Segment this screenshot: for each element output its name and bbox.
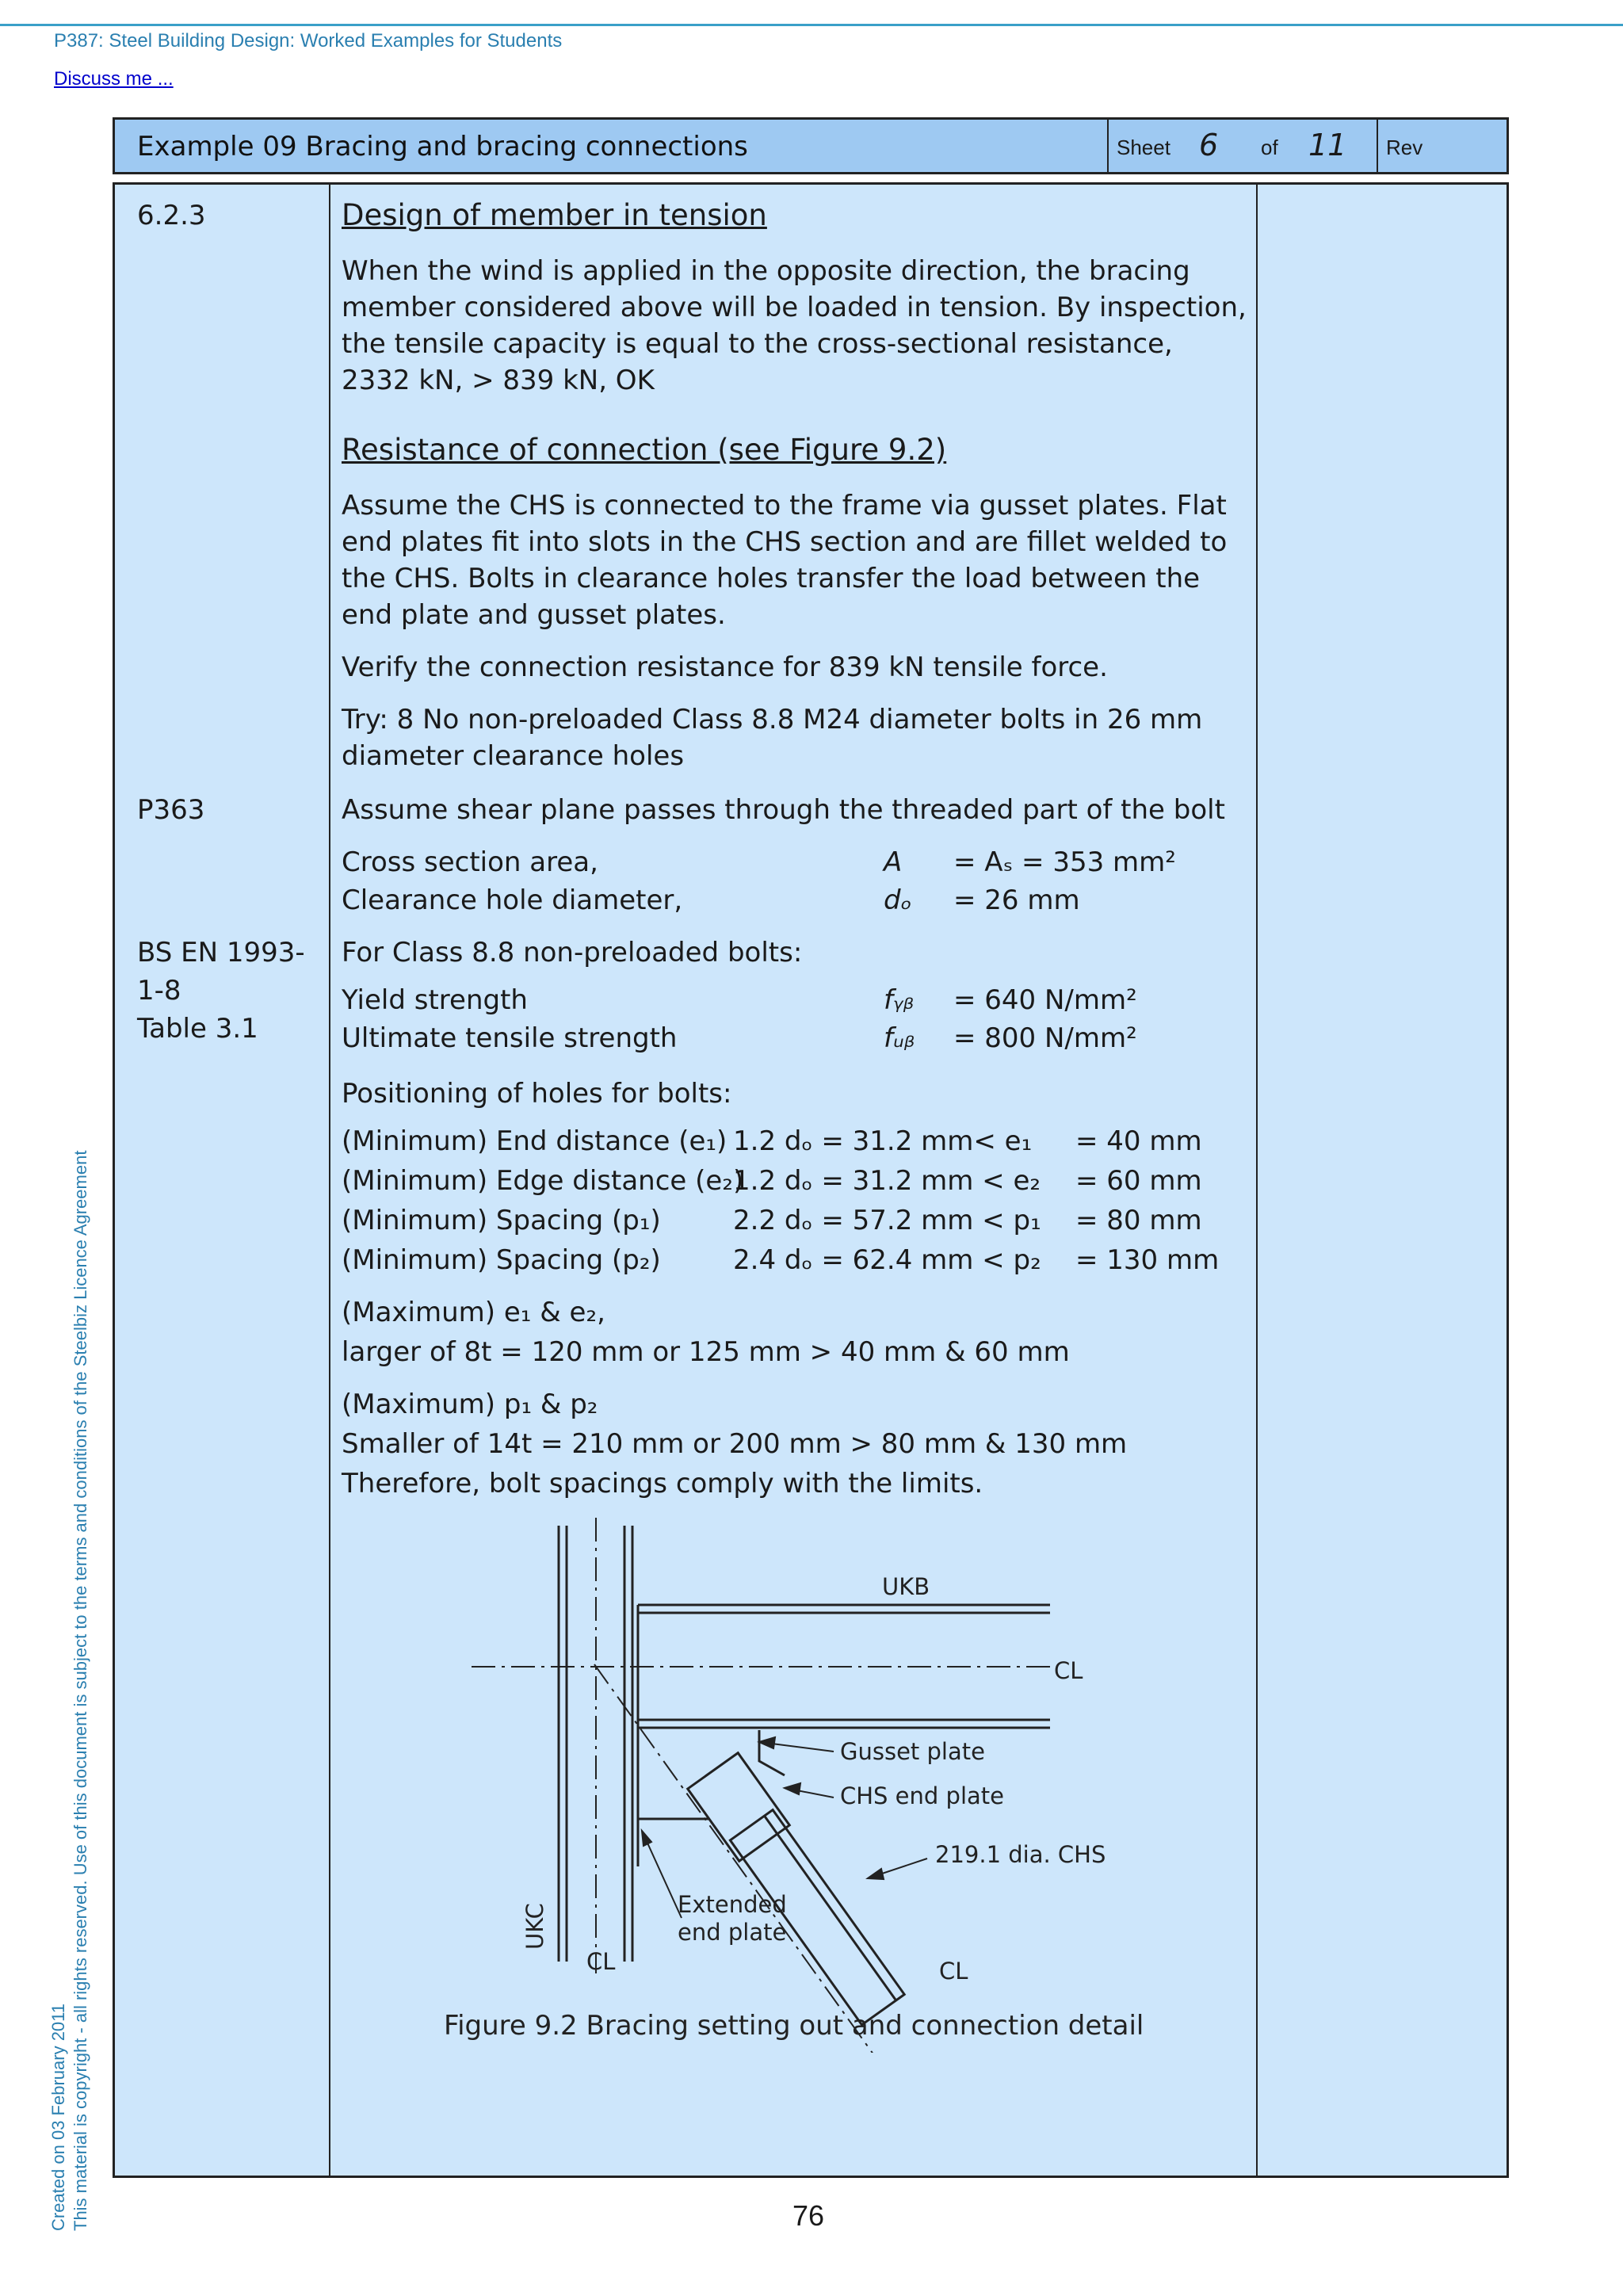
max-edge-calc: larger of 8t = 120 mm or 125 mm > 40 mm & 60 mm bbox=[342, 1336, 1070, 1368]
connection-detail-figure bbox=[444, 1506, 1157, 2053]
chs-end-plate-label: CHS end plate bbox=[840, 1782, 1004, 1809]
ultimate-symbol: fᵤᵦ bbox=[884, 1022, 915, 1054]
position-row-label: (Minimum) Spacing (p₁) bbox=[342, 1205, 661, 1236]
paragraph-line: Try: 8 No non-preloaded Class 8.8 M24 diameter bolts in 26 mm bbox=[342, 704, 1203, 735]
max-spacing-title: (Maximum) p₁ & p₂ bbox=[342, 1389, 598, 1420]
copyright-notice: This material is copyright - all rights reserved. Use of this document is subject to the terms and conditions of the Steelbiz Licence Agreement bbox=[71, 1150, 90, 2231]
centreline-label: CL bbox=[1054, 1657, 1083, 1684]
paragraph-line: member considered above will be loaded in tension. By inspection, bbox=[342, 292, 1247, 323]
paragraph-line: the CHS. Bolts in clearance holes transfer the load between the bbox=[342, 563, 1201, 594]
position-row-calc: 2.4 dₒ = 62.4 mm < p₂ bbox=[733, 1244, 1041, 1276]
copyright-sidebar bbox=[48, 1151, 92, 2231]
paragraph-line: diameter clearance holes bbox=[342, 740, 685, 772]
position-row-value: = 130 mm bbox=[1075, 1244, 1220, 1276]
hole-symbol: dₒ bbox=[884, 884, 912, 916]
max-edge-title: (Maximum) e₁ & e₂, bbox=[342, 1297, 605, 1328]
example-title: Example 09 Bracing and bracing connections bbox=[137, 131, 748, 162]
area-symbol: A bbox=[884, 846, 903, 878]
top-rule bbox=[0, 24, 1623, 26]
yield-label: Yield strength bbox=[342, 984, 528, 1016]
position-row-calc: 1.2 dₒ = 31.2 mm < e₂ bbox=[733, 1165, 1041, 1197]
position-row-calc: 2.2 dₒ = 57.2 mm < p₁ bbox=[733, 1205, 1041, 1236]
discuss-link[interactable]: Discuss me ... bbox=[54, 68, 174, 90]
paragraph-line: When the wind is applied in the opposite direction, the bracing bbox=[342, 255, 1190, 287]
centreline-label: CL bbox=[586, 1948, 616, 1975]
yield-value: = 640 N/mm² bbox=[953, 984, 1137, 1016]
ref-table: Table 3.1 bbox=[137, 1013, 258, 1045]
paragraph-line: 2332 kN, > 839 kN, OK bbox=[342, 365, 655, 396]
ultimate-value: = 800 N/mm² bbox=[953, 1022, 1137, 1054]
paragraph-line: Verify the connection resistance for 839 kN tensile force. bbox=[342, 651, 1108, 683]
ref-publication: P363 bbox=[137, 794, 205, 826]
sheet-header bbox=[113, 117, 1509, 174]
ref-standard-part: 1-8 bbox=[137, 975, 181, 1007]
hole-value: = 26 mm bbox=[953, 884, 1080, 916]
of-label: of bbox=[1261, 136, 1278, 159]
chs-label: 219.1 dia. CHS bbox=[935, 1841, 1106, 1868]
positioning-title: Positioning of holes for bolts: bbox=[342, 1078, 732, 1110]
heading-connection: Resistance of connection (see Figure 9.2) bbox=[342, 433, 947, 467]
paragraph-line: Assume the CHS is connected to the frame via gusset plates. Flat bbox=[342, 490, 1227, 521]
figure-caption: Figure 9.2 Bracing setting out and connection detail bbox=[444, 2010, 1144, 2042]
ukb-label: UKB bbox=[882, 1573, 930, 1600]
extended-plate-label: end plate bbox=[678, 1919, 787, 1946]
paragraph-line: Assume shear plane passes through the threaded part of the bolt bbox=[342, 794, 1225, 826]
position-row-label: (Minimum) Spacing (p₂) bbox=[342, 1244, 661, 1276]
hole-label: Clearance hole diameter, bbox=[342, 884, 683, 916]
ukc-label: UKC bbox=[521, 1903, 548, 1950]
heading-tension: Design of member in tension bbox=[342, 198, 767, 232]
position-row-label: (Minimum) Edge distance (e₂) bbox=[342, 1165, 744, 1197]
position-row-value: = 60 mm bbox=[1075, 1165, 1202, 1197]
paragraph-line: end plates fit into slots in the CHS section and are fillet welded to bbox=[342, 526, 1228, 558]
position-row-value: = 80 mm bbox=[1075, 1205, 1202, 1236]
extended-plate-label: Extended bbox=[678, 1891, 787, 1918]
header-divider bbox=[1107, 120, 1109, 172]
position-row-calc: 1.2 dₒ = 31.2 mm< e₁ bbox=[733, 1125, 1033, 1157]
header-divider bbox=[1377, 120, 1378, 172]
page-number: 76 bbox=[792, 2199, 825, 2232]
sheet-label: Sheet bbox=[1117, 136, 1170, 159]
position-row-label: (Minimum) End distance (e₁) bbox=[342, 1125, 727, 1157]
document-title: P387: Steel Building Design: Worked Examples for Students bbox=[54, 30, 563, 52]
paragraph-line: the tensile capacity is equal to the cross-sectional resistance, bbox=[342, 328, 1173, 360]
rev-label: Rev bbox=[1386, 136, 1423, 159]
sheet-total: 11 bbox=[1308, 128, 1347, 162]
yield-symbol: fᵧᵦ bbox=[884, 984, 915, 1016]
class-line: For Class 8.8 non-preloaded bolts: bbox=[342, 937, 803, 968]
column-divider bbox=[1256, 185, 1258, 2176]
gusset-plate-label: Gusset plate bbox=[840, 1738, 985, 1765]
column-divider bbox=[329, 185, 330, 2176]
ref-standard: BS EN 1993- bbox=[137, 937, 305, 968]
max-spacing-calc: Smaller of 14t = 210 mm or 200 mm > 80 mm & 130 mm bbox=[342, 1428, 1128, 1460]
ultimate-label: Ultimate tensile strength bbox=[342, 1022, 678, 1054]
created-date: Created on 03 February 2011 bbox=[48, 2004, 68, 2231]
conclusion: Therefore, bolt spacings comply with the limits. bbox=[342, 1468, 983, 1499]
area-label: Cross section area, bbox=[342, 846, 598, 878]
paragraph-line: end plate and gusset plates. bbox=[342, 599, 726, 631]
sheet-number: 6 bbox=[1199, 128, 1219, 162]
ref-clause: 6.2.3 bbox=[137, 200, 206, 231]
centreline-label: CL bbox=[939, 1958, 968, 1985]
area-value: = Aₛ = 353 mm² bbox=[953, 846, 1176, 878]
position-row-value: = 40 mm bbox=[1075, 1125, 1202, 1157]
